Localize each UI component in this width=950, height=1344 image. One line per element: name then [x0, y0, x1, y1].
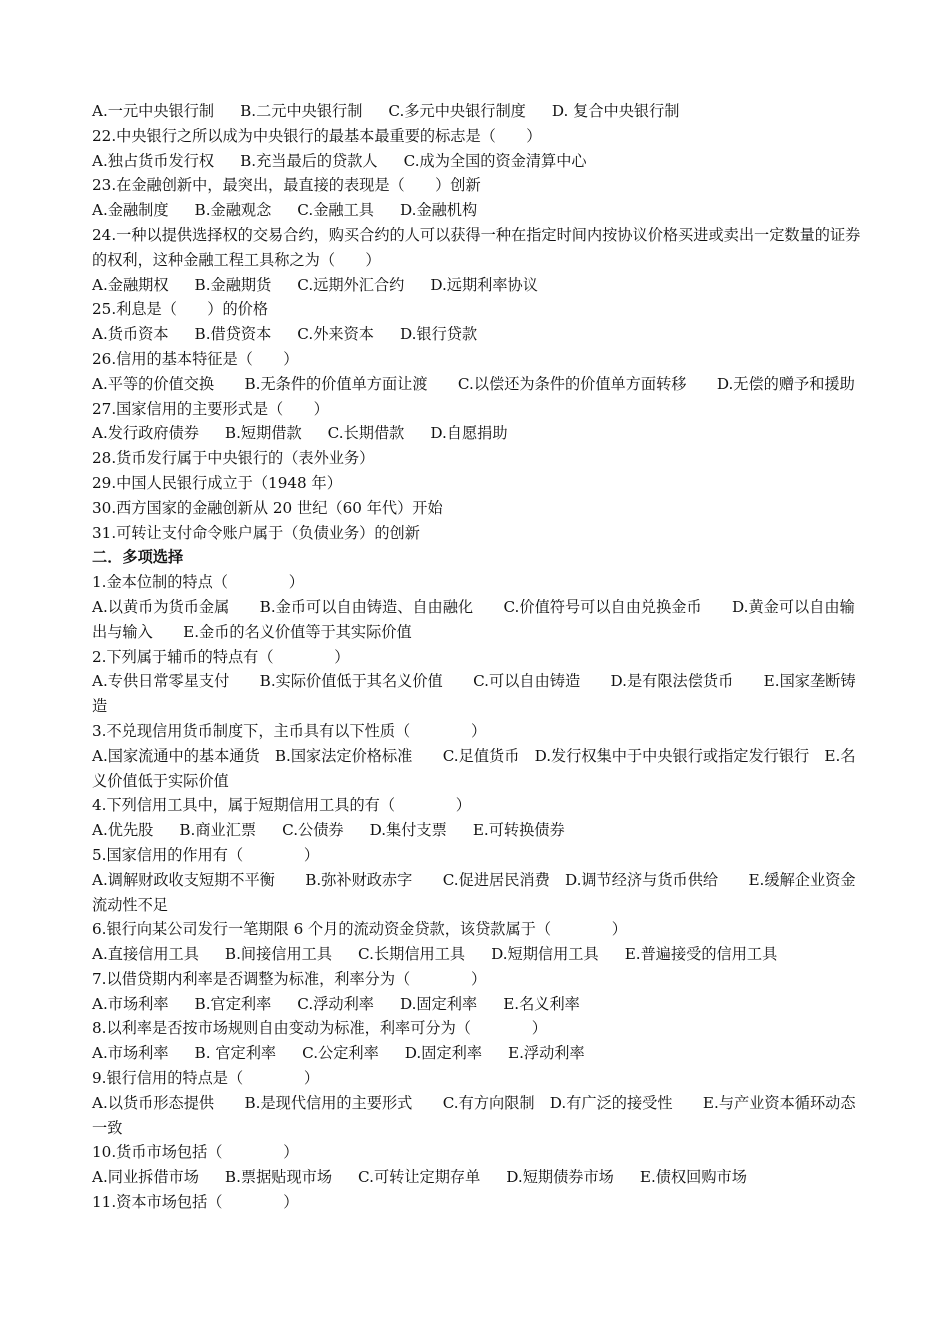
option: E.债权回购市场	[639, 1168, 747, 1187]
option: B.商业汇票	[179, 821, 257, 840]
m2-options: A.专供日常零星支付 B.实际价值低于其名义价值 C.可以自由铸造 D.是有限法偿货币 E.国家垄断铸造	[92, 672, 856, 716]
option: C.金融工具	[297, 201, 374, 220]
option: B.短期借款	[224, 424, 302, 443]
option: E.可转换债券	[472, 821, 565, 840]
option: A.直接信用工具	[92, 945, 199, 964]
option: B.票据贴现市场	[224, 1168, 333, 1187]
question-text: 7.以借贷期内利率是否调整为标准，利率分为（ ）	[92, 969, 487, 988]
option: D.远期利率协议	[430, 275, 538, 294]
option: B.充当最后的贷款人	[240, 151, 378, 170]
option: E.名义利率	[503, 994, 580, 1013]
m3-options: A.国家流通中的基本通货 B.国家法定价格标准 C.足值货币 D.发行权集中于中央银行或指定发行银行 E.名义价值低于实际价值	[92, 746, 856, 790]
question-text: 2.下列属于辅币的特点有（ ）	[92, 647, 350, 666]
option: D.集付支票	[369, 821, 447, 840]
option: C.长期信用工具	[358, 945, 466, 964]
option: D.银行贷款	[399, 325, 478, 344]
option: C.长期借款	[327, 424, 405, 443]
option: C.多元中央银行制度	[388, 102, 526, 120]
q25-options	[92, 322, 862, 347]
option: A.货币资本	[92, 325, 169, 344]
m10-options	[92, 1165, 862, 1190]
question-text: 24.一种以提供选择权的交易合约，购买合约的人可以获得一种在指定时间内按协议价格买进或卖出一定数量的证券的权利，这种金融工程工具称之为（ ）	[92, 225, 861, 269]
q24-options	[92, 273, 862, 298]
m7-options	[92, 992, 862, 1017]
option: B.间接信用工具	[224, 945, 333, 964]
q26-options: A.平等的价值交换 B.无条件的价值单方面让渡 C.以偿还为条件的价值单方面转移 D.无偿的赠予和援助	[92, 374, 855, 393]
option: C.可转让定期存单	[358, 1168, 481, 1187]
option: A.金融制度	[92, 201, 169, 220]
option: D.自愿捐助	[430, 424, 508, 443]
option: D.金融机构	[399, 201, 478, 220]
question-text: 26.信用的基本特征是（ ）	[92, 349, 299, 368]
question-text: 11.资本市场包括（ ）	[92, 1193, 299, 1212]
option: C.成为全国的资金清算中心	[403, 151, 587, 170]
option: C.浮动利率	[297, 994, 374, 1013]
option: A.市场利率	[92, 1044, 169, 1063]
document-page	[92, 99, 862, 1215]
option: B.金融期货	[194, 275, 272, 294]
m5-options: A.调解财政收支短期不平衡 B.弥补财政赤字 C.促进居民消费 D.调节经济与货币供给 E.缓解企业资金流动性不足	[92, 870, 856, 914]
option: B.借贷资本	[194, 325, 272, 344]
option: A.市场利率	[92, 994, 169, 1013]
option: C.公债券	[282, 821, 344, 840]
option: A.独占货币发行权	[92, 151, 215, 170]
m4-options	[92, 818, 862, 843]
option: B. 官定利率	[194, 1044, 277, 1063]
question-text: 23.在金融创新中，最突出，最直接的表现是（ ）创新	[92, 176, 481, 195]
option: B.官定利率	[194, 994, 272, 1013]
option: B.金融观念	[194, 201, 272, 220]
question-text: 25.利息是（ ）的价格	[92, 300, 269, 319]
statement: 31.可转让支付命令账户属于（负债业务）的创新	[92, 523, 420, 542]
question-text: 3.不兑现信用货币制度下，主币具有以下性质（ ）	[92, 721, 487, 740]
option: E.浮动利率	[508, 1044, 585, 1063]
m1-options: A.以黄币为货币金属 B.金币可以自由铸造、自由融化 C.价值符号可以自由兑换金币 D.黄金可以自由输出与输入 E.金币的名义价值等于其实际价值	[92, 597, 855, 641]
m6-options	[92, 942, 862, 967]
question-text: 6.银行向某公司发行一笔期限 6 个月的流动资金贷款，该贷款属于（ ）	[92, 920, 627, 939]
question-text: 8.以利率是否按市场规则自由变动为标准，利率可分为（ ）	[92, 1019, 547, 1038]
q21-options	[92, 99, 862, 124]
section-heading: 二．多项选择	[92, 548, 184, 567]
statement: 30.西方国家的金融创新从 20 世纪（60 年代）开始	[92, 498, 443, 517]
question-text: 9.银行信用的特点是（ ）	[92, 1069, 320, 1088]
option: A.金融期权	[92, 275, 169, 294]
option: D.短期债券市场	[506, 1168, 614, 1187]
q22-options	[92, 149, 862, 174]
option: A.同业拆借市场	[92, 1168, 199, 1187]
option: D. 复合中央银行制	[551, 102, 680, 120]
option: D.固定利率	[404, 1044, 483, 1063]
option: A.发行政府债券	[92, 424, 199, 443]
question-text: 27.国家信用的主要形式是（ ）	[92, 399, 329, 418]
option: C.外来资本	[297, 325, 374, 344]
option: A.一元中央银行制	[92, 102, 215, 120]
option: C.远期外汇合约	[297, 275, 405, 294]
option: D.固定利率	[399, 994, 478, 1013]
option: B.二元中央银行制	[240, 102, 363, 120]
q27-options	[92, 421, 862, 446]
statement: 28.货币发行属于中央银行的（表外业务）	[92, 449, 375, 468]
m8-options	[92, 1041, 862, 1066]
q23-options	[92, 198, 862, 223]
question-text: 5.国家信用的作用有（ ）	[92, 845, 320, 864]
option: C.公定利率	[302, 1044, 379, 1063]
option: A.优先股	[92, 821, 154, 840]
option: E.普遍接受的信用工具	[624, 945, 778, 964]
question-text: 22.中央银行之所以成为中央银行的最基本最重要的标志是（ ）	[92, 126, 542, 145]
question-text: 4.下列信用工具中，属于短期信用工具的有（ ）	[92, 796, 471, 815]
question-text: 10.货币市场包括（ ）	[92, 1143, 299, 1162]
m9-options: A.以货币形态提供 B.是现代信用的主要形式 C.有方向限制 D.有广泛的接受性 E.与产业资本循环动态一致	[92, 1093, 856, 1137]
question-text: 1.金本位制的特点（ ）	[92, 573, 304, 592]
statement: 29.中国人民银行成立于（1948 年）	[92, 473, 342, 492]
option: D.短期信用工具	[491, 945, 599, 964]
